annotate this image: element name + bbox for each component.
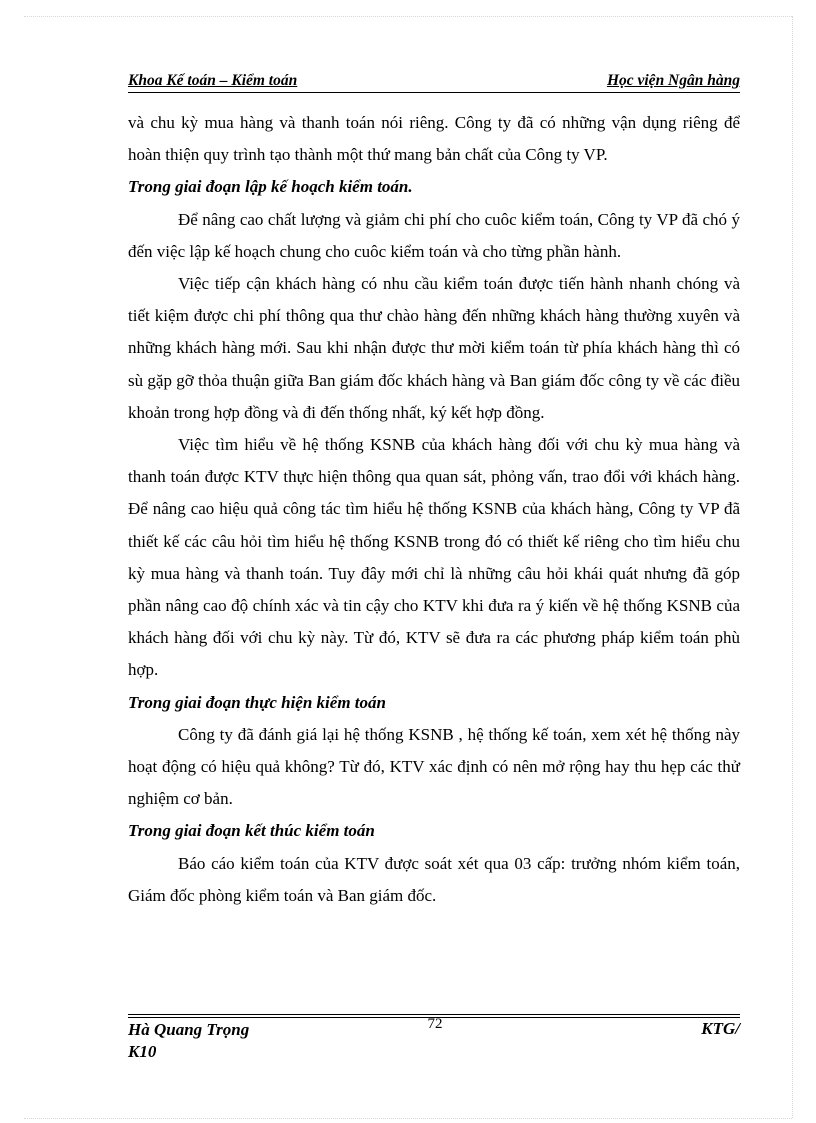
author-cohort: K10 — [128, 1042, 157, 1061]
section-heading-execution: Trong giai đoạn thực hiện kiểm toán — [128, 692, 386, 712]
page-border-top — [24, 16, 792, 17]
section-heading-planning: Trong giai đoạn lập kế hoạch kiểm toán. — [128, 177, 413, 197]
header-institution: Học viện Ngân hàng — [606, 72, 740, 89]
paragraph: Để nâng cao chất lượng và giảm chi phí cho cuôc kiểm toán, Công ty VP đã chó ý đến việc lập kế hoạch chung cho cuôc kiểm toán và cho từng phần hành. — [128, 209, 740, 261]
paragraph: Việc tiếp cận khách hàng có nhu cầu kiểm toán được tiến hành nhanh chóng và tiết kiệm được chi phí thông qua thư chào hàng đến những khách hàng thường xuyên và những khách hàng mới. Sau khi nhận được thư mời kiểm toán từ phía khách hàng thì có sù gặp gỡ thỏa thuận giữa Ban giám đốc khách hàng và Ban giám đốc công ty về các điều khoản trong hợp đồng và đi đến thống nhất, ký kết hợp đồng. — [128, 274, 740, 422]
page-header — [128, 72, 740, 94]
section-heading-completion: Trong giai đoạn kết thúc kiểm toán — [128, 821, 375, 841]
page-border-bottom — [24, 1118, 792, 1119]
paragraph: Công ty đã đánh giá lại hệ thống KSNB , hệ thống kế toán, xem xét hệ thống này hoạt động có hiệu quả không? Từ đó, KTV xác định có nên mở rộng hay thu hẹp các thử nghiệm cơ bản. — [128, 724, 740, 809]
paragraph: Việc tìm hiểu về hệ thống KSNB của khách hàng đối với chu kỳ mua hàng và thanh toán được KTV thực hiện thông qua quan sát, phỏng vấn, trao đổi với khách hàng. Để nâng cao hiệu quả công tác tìm hiểu hệ thống KSNB của khách hàng, Công ty VP đã thiết kế các câu hỏi tìm hiểu hệ thống KSNB trong đó có thiết kế riêng cho tìm hiểu chu kỳ mua hàng và thanh toán. Tuy đây mới chỉ là những câu hỏi khái quát nhưng đã góp phần nâng cao độ chính xác và tin cậy cho KTV khi đưa ra ý kiến về hệ thống KSNB của khách hàng đối với chu kỳ này. Từ đó, KTV sẽ đưa ra các phương pháp kiểm toán phù hợp. — [128, 435, 740, 680]
footer-rule-top — [128, 1014, 740, 1015]
class-code: KTG/ — [701, 1019, 740, 1038]
footer-author — [128, 1019, 328, 1063]
header-faculty: Khoa Kế toán – Kiểm toán — [128, 72, 298, 89]
paragraph-continuation: và chu kỳ mua hàng và thanh toán nói riêng. Công ty đã có những vận dụng riêng để hoàn thiện quy trình tạo thành một thứ mang bản chất của Công ty VP. — [128, 113, 740, 165]
page-border-right — [792, 16, 793, 1118]
author-name: Hà Quang Trọng — [128, 1020, 250, 1039]
document-body — [128, 107, 740, 912]
paragraph: Báo cáo kiểm toán của KTV được soát xét qua 03 cấp: trưởng nhóm kiểm toán, Giám đốc phòng kiểm toán và Ban giám đốc. — [128, 853, 740, 905]
page-number: 72 — [427, 1016, 443, 1032]
header-rule — [128, 92, 740, 93]
